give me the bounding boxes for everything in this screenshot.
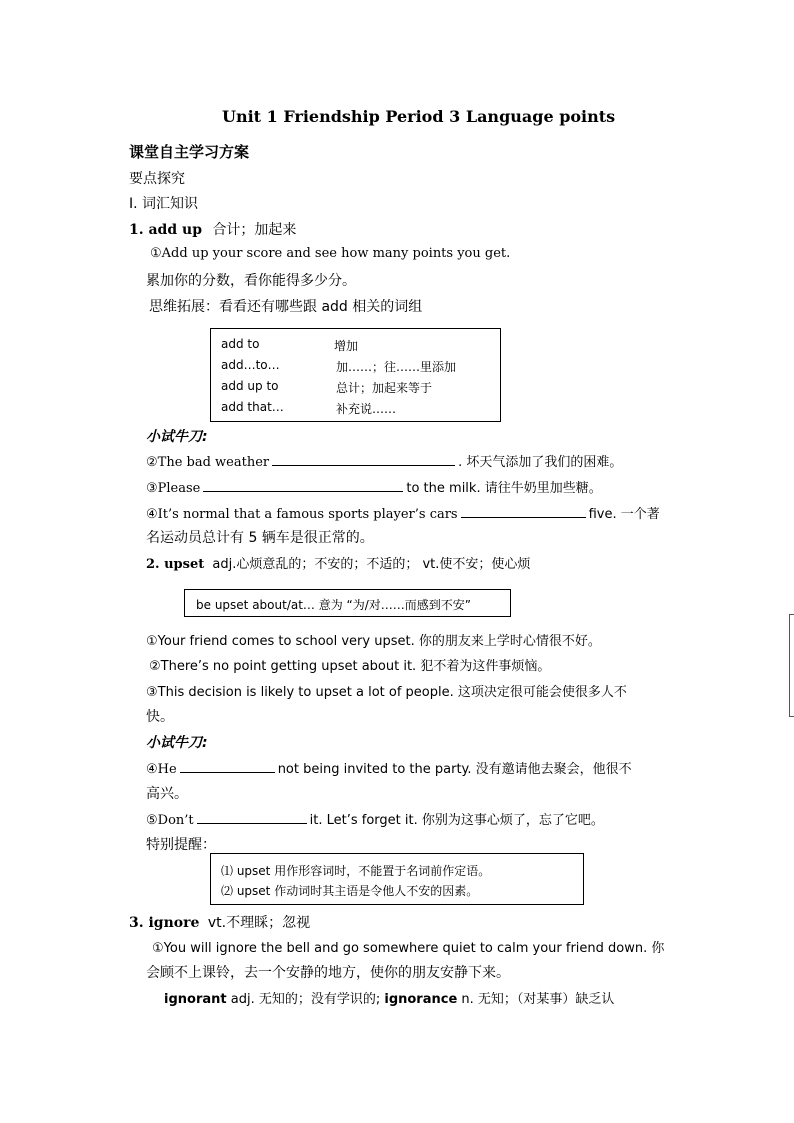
upset-about-note: be upset about/at… 意为 “为/对……而感到不安” <box>196 598 472 612</box>
note-label: 特别提醒： <box>146 837 216 853</box>
phrase-cn: 加……；往……里添加 <box>336 360 457 374</box>
item1-heading <box>129 219 296 239</box>
item3-extra <box>164 988 614 1007</box>
add-phrases-box <box>210 328 501 422</box>
item2-example-1: ①Your friend comes to school very upset. 你的朋友来上学时心情很不好。 <box>146 634 601 649</box>
item2-word: 2. upset <box>146 557 205 572</box>
phrase-en: add that… <box>221 400 284 414</box>
exercise-4-cont: 名运动员总计有 5 辆车是很正常的。 <box>146 530 374 546</box>
upset-about-box <box>184 589 511 617</box>
exercise-text: ⑤Don’t <box>146 813 194 828</box>
item2-heading <box>146 553 530 572</box>
related-word: ignorant <box>164 992 227 1007</box>
try-label: 小试牛刀: <box>146 735 208 751</box>
exercise-5 <box>146 809 604 828</box>
exercise-text: ③Please <box>146 481 201 496</box>
item3-meaning: vt.不理睬；忽视 <box>207 915 311 931</box>
phrase-en: add to <box>221 337 260 351</box>
related-word: ignorance <box>384 992 458 1007</box>
exercise-2 <box>146 451 622 470</box>
item1-extend: 思维拓展：看看还有哪些跟 add 相关的词组 <box>149 299 423 315</box>
exercise-4 <box>146 503 660 522</box>
item1-example-cn: 累加你的分数，看你能得多少分。 <box>146 273 356 289</box>
exercise-text: not being invited to the party. 没有邀请他去聚会，他很不 <box>277 762 632 777</box>
item3-example-1-cont: 会顾不上课铃，去一个安静的地方，使你的朋友安静下来。 <box>146 965 510 981</box>
answer-blank[interactable] <box>272 452 455 466</box>
exercise-text: five. 一个著 <box>588 507 660 522</box>
heading-key-points: 要点探究 <box>129 171 185 187</box>
exercise-3 <box>146 477 602 496</box>
exercise-text: ④It’s normal that a famous sports player’s cars <box>146 507 458 522</box>
answer-blank[interactable] <box>197 810 307 824</box>
item2-meaning: adj.心烦意乱的；不安的；不适的； vt.使不安；使心烦 <box>212 557 531 572</box>
related-meaning: adj. 无知的；没有学识的; <box>226 992 381 1007</box>
phrase-en: add…to… <box>221 358 280 372</box>
note-item: ⑵ upset 作动词时其主语是令他人不安的因素。 <box>221 884 479 898</box>
item1-meaning: 合计；加起来 <box>212 222 297 238</box>
exercise-text: . 坏天气添加了我们的困难。 <box>458 455 623 470</box>
answer-blank[interactable] <box>203 478 403 492</box>
exercise-text: ②The bad weather <box>146 455 270 470</box>
item3-heading <box>129 912 310 932</box>
item3-example-1: ①You will ignore the bell and go somewhere quiet to calm your friend down. 你 <box>152 941 665 956</box>
exercise-4 <box>146 758 632 777</box>
item1-example-en: ①Add up your score and see how many points you get. <box>150 246 511 261</box>
item1-word: 1. add up <box>129 222 202 238</box>
margin-bracket <box>789 614 794 717</box>
phrase-en: add up to <box>221 379 279 393</box>
exercise-text: to the milk. 请往牛奶里加些糖。 <box>406 481 602 496</box>
phrase-cn: 总计；加起来等于 <box>336 381 433 395</box>
answer-blank[interactable] <box>461 504 586 518</box>
upset-note-box <box>210 853 584 905</box>
exercise-text: ④He <box>146 762 177 777</box>
item2-example-3-cont: 快。 <box>146 709 174 725</box>
try-label: 小试牛刀: <box>146 429 208 445</box>
heading-self-study: 课堂自主学习方案 <box>129 143 250 161</box>
exercise-4-cont: 高兴。 <box>146 786 188 802</box>
item2-example-3: ③This decision is likely to upset a lot of people. 这项决定很可能会使很多人不 <box>146 685 627 700</box>
answer-blank[interactable] <box>180 759 275 773</box>
phrase-cn: 增加 <box>334 339 359 353</box>
phrase-cn: 补充说…… <box>336 402 397 416</box>
related-meaning: n. 无知；（对某事）缺乏认 <box>457 992 615 1007</box>
page-title: Unit 1 Friendship Period 3 Language points <box>222 107 616 126</box>
item3-word: 3. ignore <box>129 915 200 931</box>
item2-example-2: ②There’s no point getting upset about it. 犯不着为这件事烦恼。 <box>149 659 551 674</box>
section-vocab: I. 词汇知识 <box>129 196 199 212</box>
note-item: ⑴ upset 用作形容词时，不能置于名词前作定语。 <box>221 864 491 878</box>
exercise-text: it. Let’s forget it. 你别为这事心烦了，忘了它吧。 <box>309 813 604 828</box>
